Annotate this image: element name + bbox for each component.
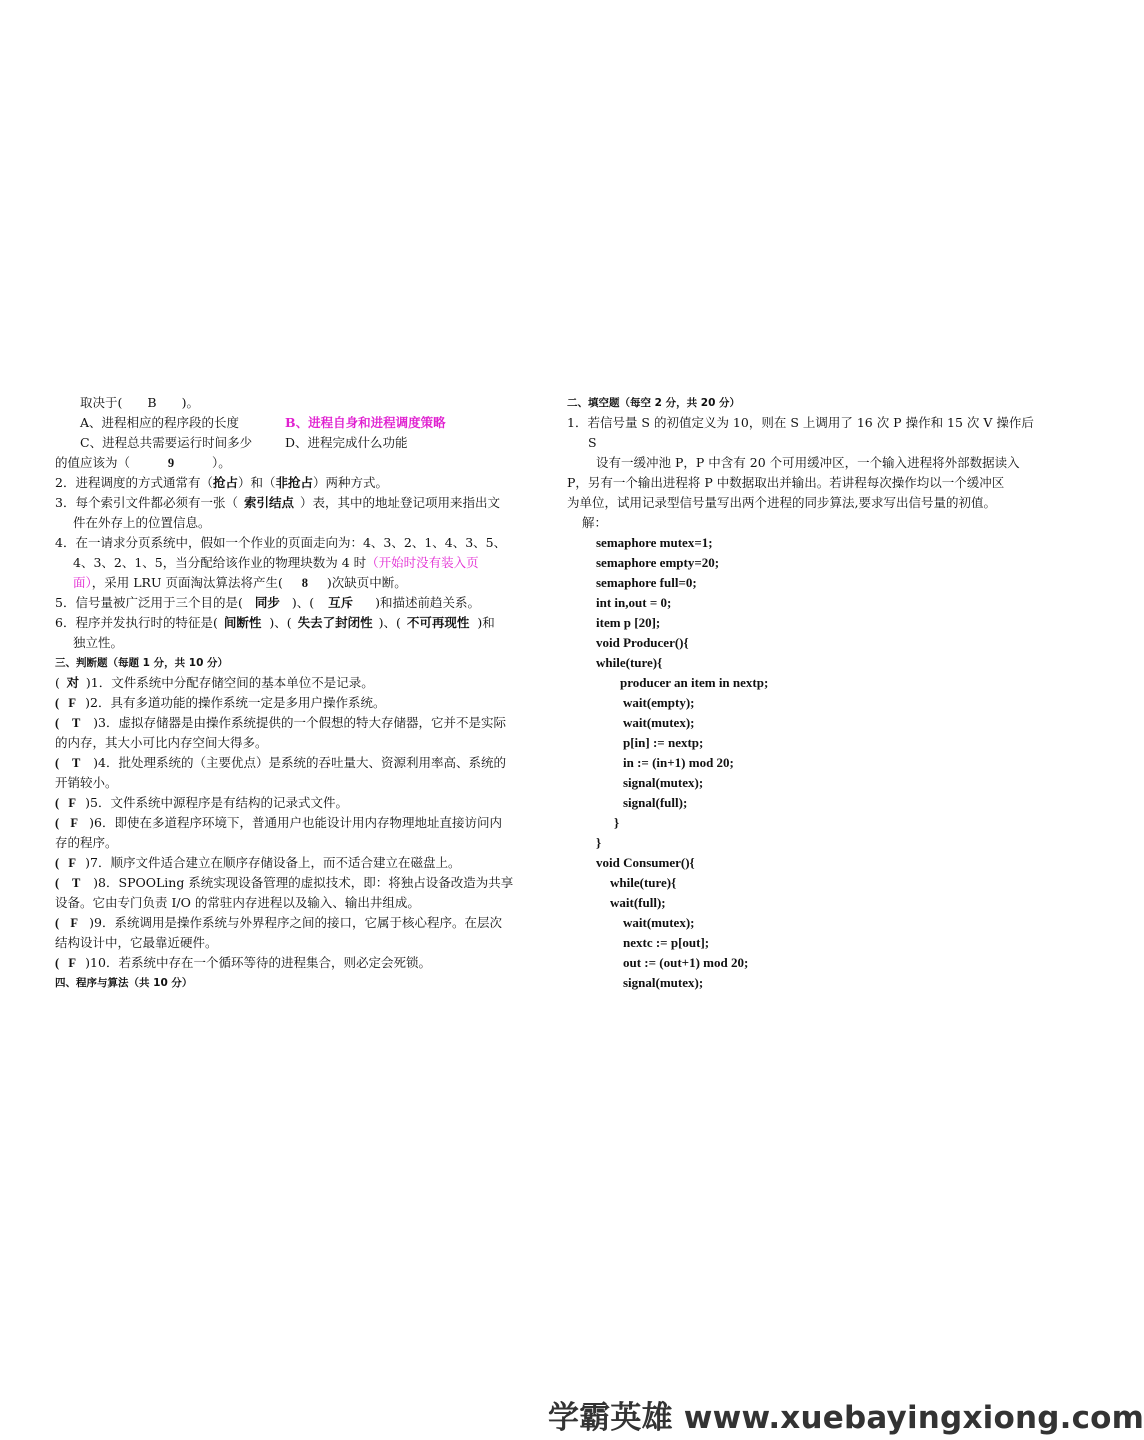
judge-3-cont: 的内存，其大小可比内存空间大得多。: [55, 735, 268, 750]
solution-label: 解：: [582, 515, 608, 530]
answer-mutex: 互斥: [328, 596, 354, 610]
watermark: 学霸英雄 www.xuebayingxiong.com: [548, 1400, 1144, 1436]
code-line: void Consumer(){: [596, 855, 695, 870]
judge-8: ( T )8．SPOOLing 系统实现设备管理的虚拟技术，即：将独占设备改造为共享: [55, 875, 514, 890]
question-6-cont: 独立性。: [73, 635, 124, 650]
left-column: [55, 393, 525, 993]
fill-question-tail: 的值应该为（ 9 ）。: [55, 453, 525, 473]
code-line: out := (out+1) mod 20;: [623, 955, 749, 970]
code-line: }: [614, 815, 620, 830]
question-4-line2: 4、3、2、1、5，当分配给该作业的物理块数为 4 时（开始时没有装入页: [73, 555, 479, 570]
judge-3: ( T )3．虚拟存储器是由操作系统提供的一个假想的特大存储器，它并不是实际: [55, 715, 507, 730]
answer-index-node: 索引结点: [243, 496, 294, 510]
code-line: wait(mutex);: [623, 915, 695, 930]
answer-sync: 同步: [254, 596, 280, 610]
code-line: while(ture){: [596, 655, 663, 670]
judge-1: ( 对 )1．文件系统中分配存储空间的基本单位不是记录。: [55, 675, 374, 690]
code-line: p[in] := nextp;: [623, 735, 704, 750]
code-line: semaphore mutex=1;: [596, 535, 713, 550]
choice-options-cd: [55, 433, 525, 453]
code-line: signal(full);: [623, 795, 688, 810]
code-line: nextc := p[out];: [623, 935, 710, 950]
question-4-line3: 面），采用 LRU 页面淘汰算法将产生( 8 )次缺页中断。: [55, 573, 525, 593]
judge-6: ( F )6．即使在多道程序环境下，普通用户也能设计用内存物理地址直接访问内: [55, 815, 503, 830]
judge-5: ( F )5．文件系统中源程序是有结构的记录式文件。: [55, 795, 349, 810]
code-line: wait(empty);: [623, 695, 695, 710]
answer-lost-closure: 失去了封闭性: [297, 616, 373, 630]
answer-non-reproducible: 不可再现性: [406, 616, 470, 630]
code-line: }: [596, 835, 602, 850]
section-3-heading: 三、判断题（每题 1 分，共 10 分）: [55, 657, 229, 669]
answer-8: 8: [301, 576, 308, 590]
judge-10: ( F )10．若系统中存在一个循环等待的进程集合，则必定会死锁。: [55, 955, 431, 970]
answer-9: 9: [167, 456, 175, 470]
code-line: semaphore full=0;: [596, 575, 697, 590]
problem-line-3: 为单位，试用记录型信号量写出两个进程的同步算法,要求写出信号量的初值。: [567, 495, 996, 510]
answer-preempt: 抢占: [212, 476, 238, 490]
code-line: item p [20];: [596, 615, 661, 630]
code-line: semaphore empty=20;: [596, 555, 720, 570]
section-4-heading: 四、程序与算法（共 10 分）: [55, 977, 193, 989]
judge-9-cont: 结构设计中，它最靠近硬件。: [55, 935, 218, 950]
code-line: signal(mutex);: [623, 775, 704, 790]
question-4-note: （开始时没有装入页: [366, 555, 479, 570]
judge-2: ( F )2．具有多道功能的操作系统一定是多用户操作系统。: [55, 695, 386, 710]
judge-6-cont: 存的程序。: [55, 835, 118, 850]
judge-9: ( F )9．系统调用是操作系统与外界程序之间的接口，它属于核心程序。在层次: [55, 915, 503, 930]
section-2-heading: 二、填空题（每空 2 分，共 20 分）: [567, 397, 741, 409]
code-line: signal(mutex);: [623, 975, 704, 990]
answer-intermittent: 间断性: [223, 616, 262, 630]
answer-nonpreempt: 非抢占: [275, 476, 314, 490]
judge-4: ( T )4．批处理系统的（主要优点）是系统的吞吐量大、资源利用率高、系统的: [55, 755, 507, 770]
question-5: 5．信号量被广泛用于三个目的是( 同步 )、( 互斥 )和描述前趋关系。: [55, 595, 481, 610]
option-c: C、进程总共需要运行时间多少: [80, 435, 253, 450]
fill-question-1: 1．若信号量 S 的初值定义为 10，则在 S 上调用了 16 次 P 操作和 15 次 V 操作后: [567, 415, 1034, 430]
question-3-cont: 件在外存上的位置信息。: [73, 515, 211, 530]
choice-options-ab: [55, 413, 525, 433]
question-2: 2．进程调度的方式通常有（抢占）和（非抢占）两种方式。: [55, 475, 389, 490]
judge-7: ( F )7．顺序文件适合建立在顺序存储设备上，而不适合建立在磁盘上。: [55, 855, 461, 870]
option-d: D、进程完成什么功能: [285, 435, 408, 450]
option-a: A、进程相应的程序段的长度: [80, 415, 240, 430]
code-line: while(ture){: [610, 875, 677, 890]
code-line: producer an item in nextp;: [620, 675, 769, 690]
right-column: [567, 393, 1037, 993]
fill-question-1-cont: S: [588, 435, 597, 450]
option-b-answer: B、进程自身和进程调度策略: [285, 415, 446, 430]
question-3: 3．每个索引文件都必须有一张（ 索引结点 ）表，其中的地址登记项用来指出文: [55, 495, 500, 510]
code-line: in := (in+1) mod 20;: [623, 755, 734, 770]
question-4: 4．在一请求分页系统中，假如一个作业的页面走向为：4、3、2、1、4、3、5、: [55, 535, 507, 550]
code-line: wait(full);: [610, 895, 666, 910]
code-line: wait(mutex);: [623, 715, 695, 730]
problem-line-2: P，另有一个输出进程将 P 中数据取出并输出。若讲程每次操作均以一个缓冲区: [567, 475, 1005, 490]
problem-line-1: 设有一缓冲池 P，P 中含有 20 个可用缓冲区，一个输入进程将外部数据读入: [596, 455, 1020, 470]
code-line: void Producer(){: [596, 635, 689, 650]
judge-8-cont: 设备。它由专门负责 I/O 的常驻内存进程以及输入、输出井组成。: [55, 895, 420, 910]
question-6: 6．程序并发执行时的特征是( 间断性 )、( 失去了封闭性 )、( 不可再现性 )和: [55, 615, 495, 630]
choice-question-tail: 取决于( B )。: [80, 395, 199, 410]
judge-4-cont: 开销较小。: [55, 775, 118, 790]
code-line: int in,out = 0;: [596, 595, 672, 610]
